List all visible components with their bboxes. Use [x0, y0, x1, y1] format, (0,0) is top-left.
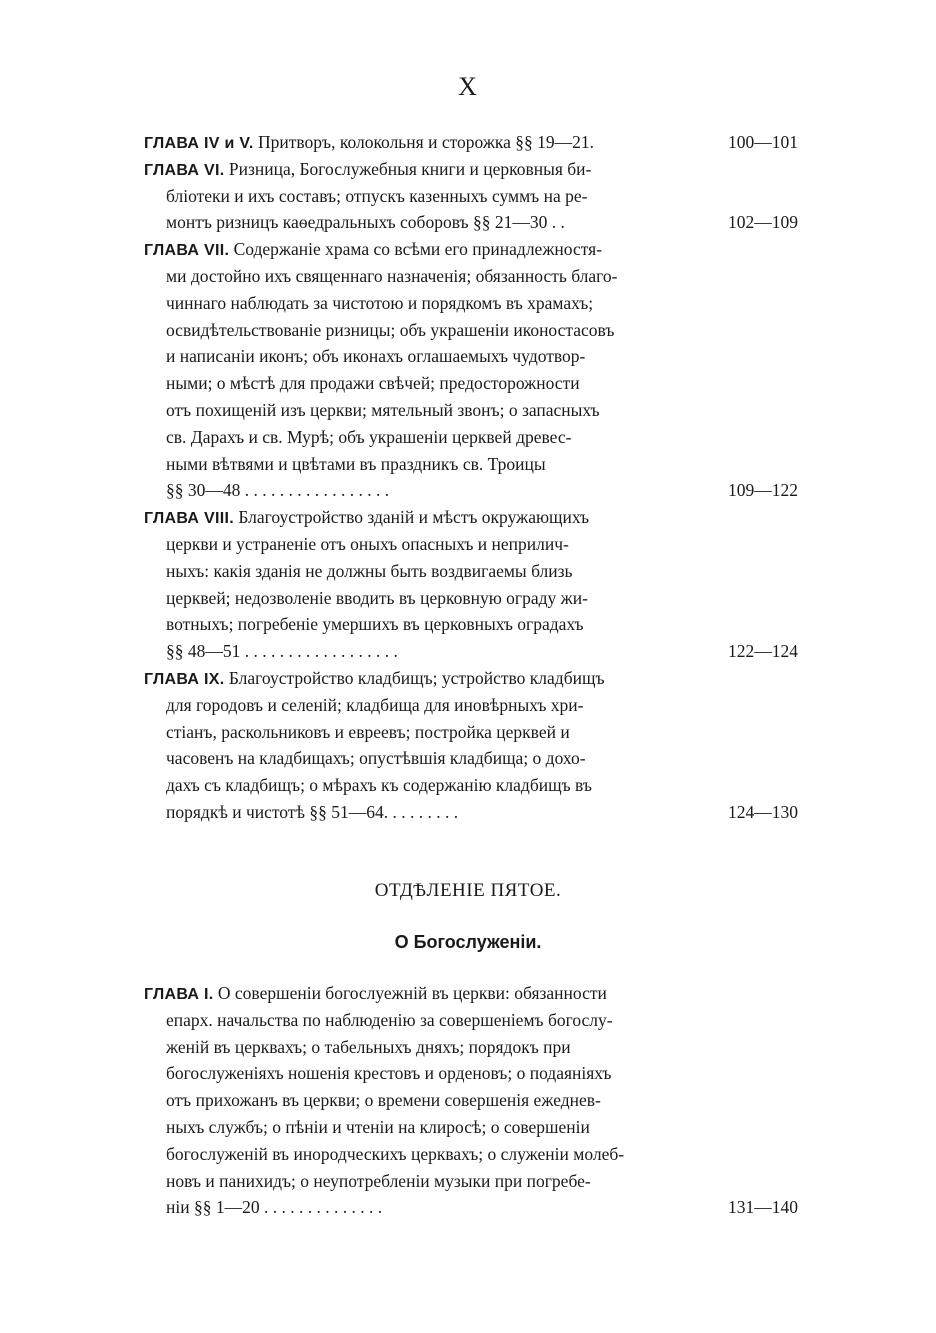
entry-text: §§ 30—48 . . . . . . . . . . . . . . . . .	[166, 480, 390, 501]
section-subtitle: О Богослуженіи.	[394, 932, 542, 952]
toc-entry-line	[144, 290, 798, 317]
toc-entry-line	[144, 451, 798, 478]
toc-entry-line	[144, 745, 798, 772]
toc-entry-line	[144, 477, 798, 504]
entry-text: ными вѣтвями и цвѣтами въ праздникъ св. Троицы	[166, 453, 546, 474]
toc-entry-line	[144, 665, 798, 692]
toc-entry-line	[144, 183, 798, 210]
entry-text: епарх. начальства по наблюденію за совершеніемъ богослу-	[166, 1009, 613, 1030]
toc-entry-line	[144, 1168, 798, 1195]
entry-text: отъ похищеній изъ церкви; мятельный звонъ; о запасныхъ	[166, 399, 600, 420]
entry-text: Притворъ, колокольня и сторожка §§ 19—21.	[257, 132, 595, 152]
entry-text: О совершеніи богослуежній въ церкви: обязанности	[217, 983, 607, 1003]
entry-text: для городовъ и селеній; кладбища для иновѣрныхъ хри-	[166, 694, 584, 715]
toc-entry-line	[144, 236, 798, 263]
toc-entry-line	[144, 156, 798, 183]
toc-entry-line	[144, 585, 798, 612]
toc-entry-line	[144, 772, 798, 799]
toc-entry-line	[144, 531, 798, 558]
page-range: 124—130	[728, 801, 798, 822]
toc-entry-line	[144, 1007, 798, 1034]
entry-text: св. Дарахъ и св. Мурѣ; объ украшеніи церквей древес-	[166, 426, 572, 447]
entry-text: богослуженій въ инородческихъ церквахъ; о служеніи молеб-	[166, 1143, 625, 1164]
toc-entry-line	[144, 424, 798, 451]
chapter-label: ГЛАВА VIII.	[144, 510, 234, 528]
entry-text: стіанъ, раскольниковъ и евреевъ; постройка церквей и	[166, 721, 570, 742]
page-range: 109—122	[728, 480, 798, 501]
chapter-label: ГЛАВА VII.	[144, 242, 230, 260]
entry-text: §§ 48—51 . . . . . . . . . . . . . . . . . .	[166, 641, 398, 662]
entry-text: порядкѣ и чистотѣ §§ 51—64. . . . . . . . .	[166, 801, 459, 822]
toc-entry-line	[144, 719, 798, 746]
entry-text: новъ и панихидъ; о неупотребленіи музыки при погребе-	[166, 1170, 591, 1191]
toc-entry-line	[144, 558, 798, 585]
toc-entry-line	[144, 638, 798, 665]
toc-entry-line	[144, 1060, 798, 1087]
entry-text: бліотеки и ихъ составъ; отпускъ казенныхъ суммъ на ре-	[166, 185, 588, 206]
entry-text: ными; о мѣстѣ для продажи свѣчей; предосторожности	[166, 373, 580, 394]
page-number: X	[458, 72, 478, 101]
toc-entry-line	[144, 611, 798, 638]
entry-text: Содержаніе храма со всѣми его принадлежностя-	[233, 239, 603, 260]
toc-entry-line	[144, 504, 798, 531]
table-of-contents-part-a	[144, 129, 798, 826]
entry-text: богослуженіяхъ ношенія крестовъ и орденовъ; о подаяніяхъ	[166, 1063, 612, 1084]
entry-text: ніи §§ 1—20 . . . . . . . . . . . . . .	[166, 1197, 383, 1218]
toc-entry-line	[144, 317, 798, 344]
toc-entry-line	[144, 129, 798, 156]
entry-text: женій въ церквахъ; о табельныхъ дняхъ; порядокъ при	[166, 1036, 571, 1057]
entry-text: вотныхъ; погребеніе умершихъ въ церковныхъ оградахъ	[166, 614, 584, 635]
page-range: 100—101	[728, 132, 798, 152]
toc-entry	[144, 236, 798, 504]
toc-entry-line	[144, 1034, 798, 1061]
toc-entry-line	[144, 1194, 798, 1221]
toc-entry-line	[144, 799, 798, 826]
page-range: 122—124	[728, 641, 798, 662]
toc-entry	[144, 980, 798, 1221]
entry-text: освидѣтельствованіе ризницы; объ украшеніи иконостасовъ	[166, 319, 615, 340]
chapter-label: ГЛАВА IX.	[144, 670, 225, 688]
entry-text: монтъ ризницъ каѳедральныхъ соборовъ §§ 21—30 . .	[166, 212, 565, 233]
chapter-label: ГЛАВА I.	[144, 986, 214, 1003]
entry-text: ныхъ: какія зданія не должны быть воздвигаемы близь	[166, 560, 573, 581]
entry-text: часовенъ на кладбищахъ; опустѣвшія кладбища; о дохо-	[166, 748, 586, 769]
toc-entry-line	[144, 263, 798, 290]
entry-text: и написаніи иконъ; объ иконахъ оглашаемыхъ чудотвор-	[166, 346, 586, 367]
toc-entry-line	[144, 1114, 798, 1141]
toc-entry-line	[144, 397, 798, 424]
page-range: 131—140	[728, 1197, 798, 1218]
toc-entry	[144, 504, 798, 665]
entry-text: ныхъ службъ; о пѣніи и чтеніи на клиросѣ; о совершеніи	[166, 1116, 590, 1137]
toc-entry-line	[144, 692, 798, 719]
toc-entry	[144, 156, 798, 236]
table-of-contents-part-b	[144, 980, 798, 1221]
entry-text: отъ прихожанъ въ церкви; о времени совершенія ежеднев-	[166, 1090, 601, 1111]
entry-text: церквей; недозволеніе вводить въ церковную ограду жи-	[166, 587, 588, 608]
entry-text: чиннаго наблюдать за чистотою и порядкомъ въ храмахъ;	[166, 292, 594, 313]
page-range: 102—109	[728, 212, 798, 233]
toc-entry-line	[144, 209, 798, 236]
toc-entry-line	[144, 370, 798, 397]
toc-entry-line	[144, 1087, 798, 1114]
section-title: ОТДѢЛЕНІЕ ПЯТОЕ.	[374, 880, 562, 901]
entry-text: дахъ съ кладбищъ; о мѣрахъ къ содержанію кладбищъ въ	[166, 775, 592, 796]
entry-text: ми достойно ихъ священнаго назначенія; обязанность благо-	[166, 265, 618, 286]
toc-entry	[144, 129, 798, 156]
toc-entry	[144, 665, 798, 826]
entry-text: Благоустройство кладбищъ; устройство кладбищъ	[228, 667, 605, 688]
entry-text: церкви и устраненіе отъ оныхъ опасныхъ и неприлич-	[166, 533, 569, 554]
toc-entry-line	[144, 980, 798, 1007]
entry-text: Ризница, Богослужебныя книги и церковныя би-	[228, 158, 592, 179]
chapter-label: ГЛАВА VI.	[144, 161, 225, 179]
toc-entry-line	[144, 1141, 798, 1168]
toc-entry-line	[144, 343, 798, 370]
chapter-label: ГЛАВА IV и V.	[144, 135, 254, 152]
entry-text: Благоустройство зданій и мѣстъ окружающихъ	[238, 507, 590, 528]
